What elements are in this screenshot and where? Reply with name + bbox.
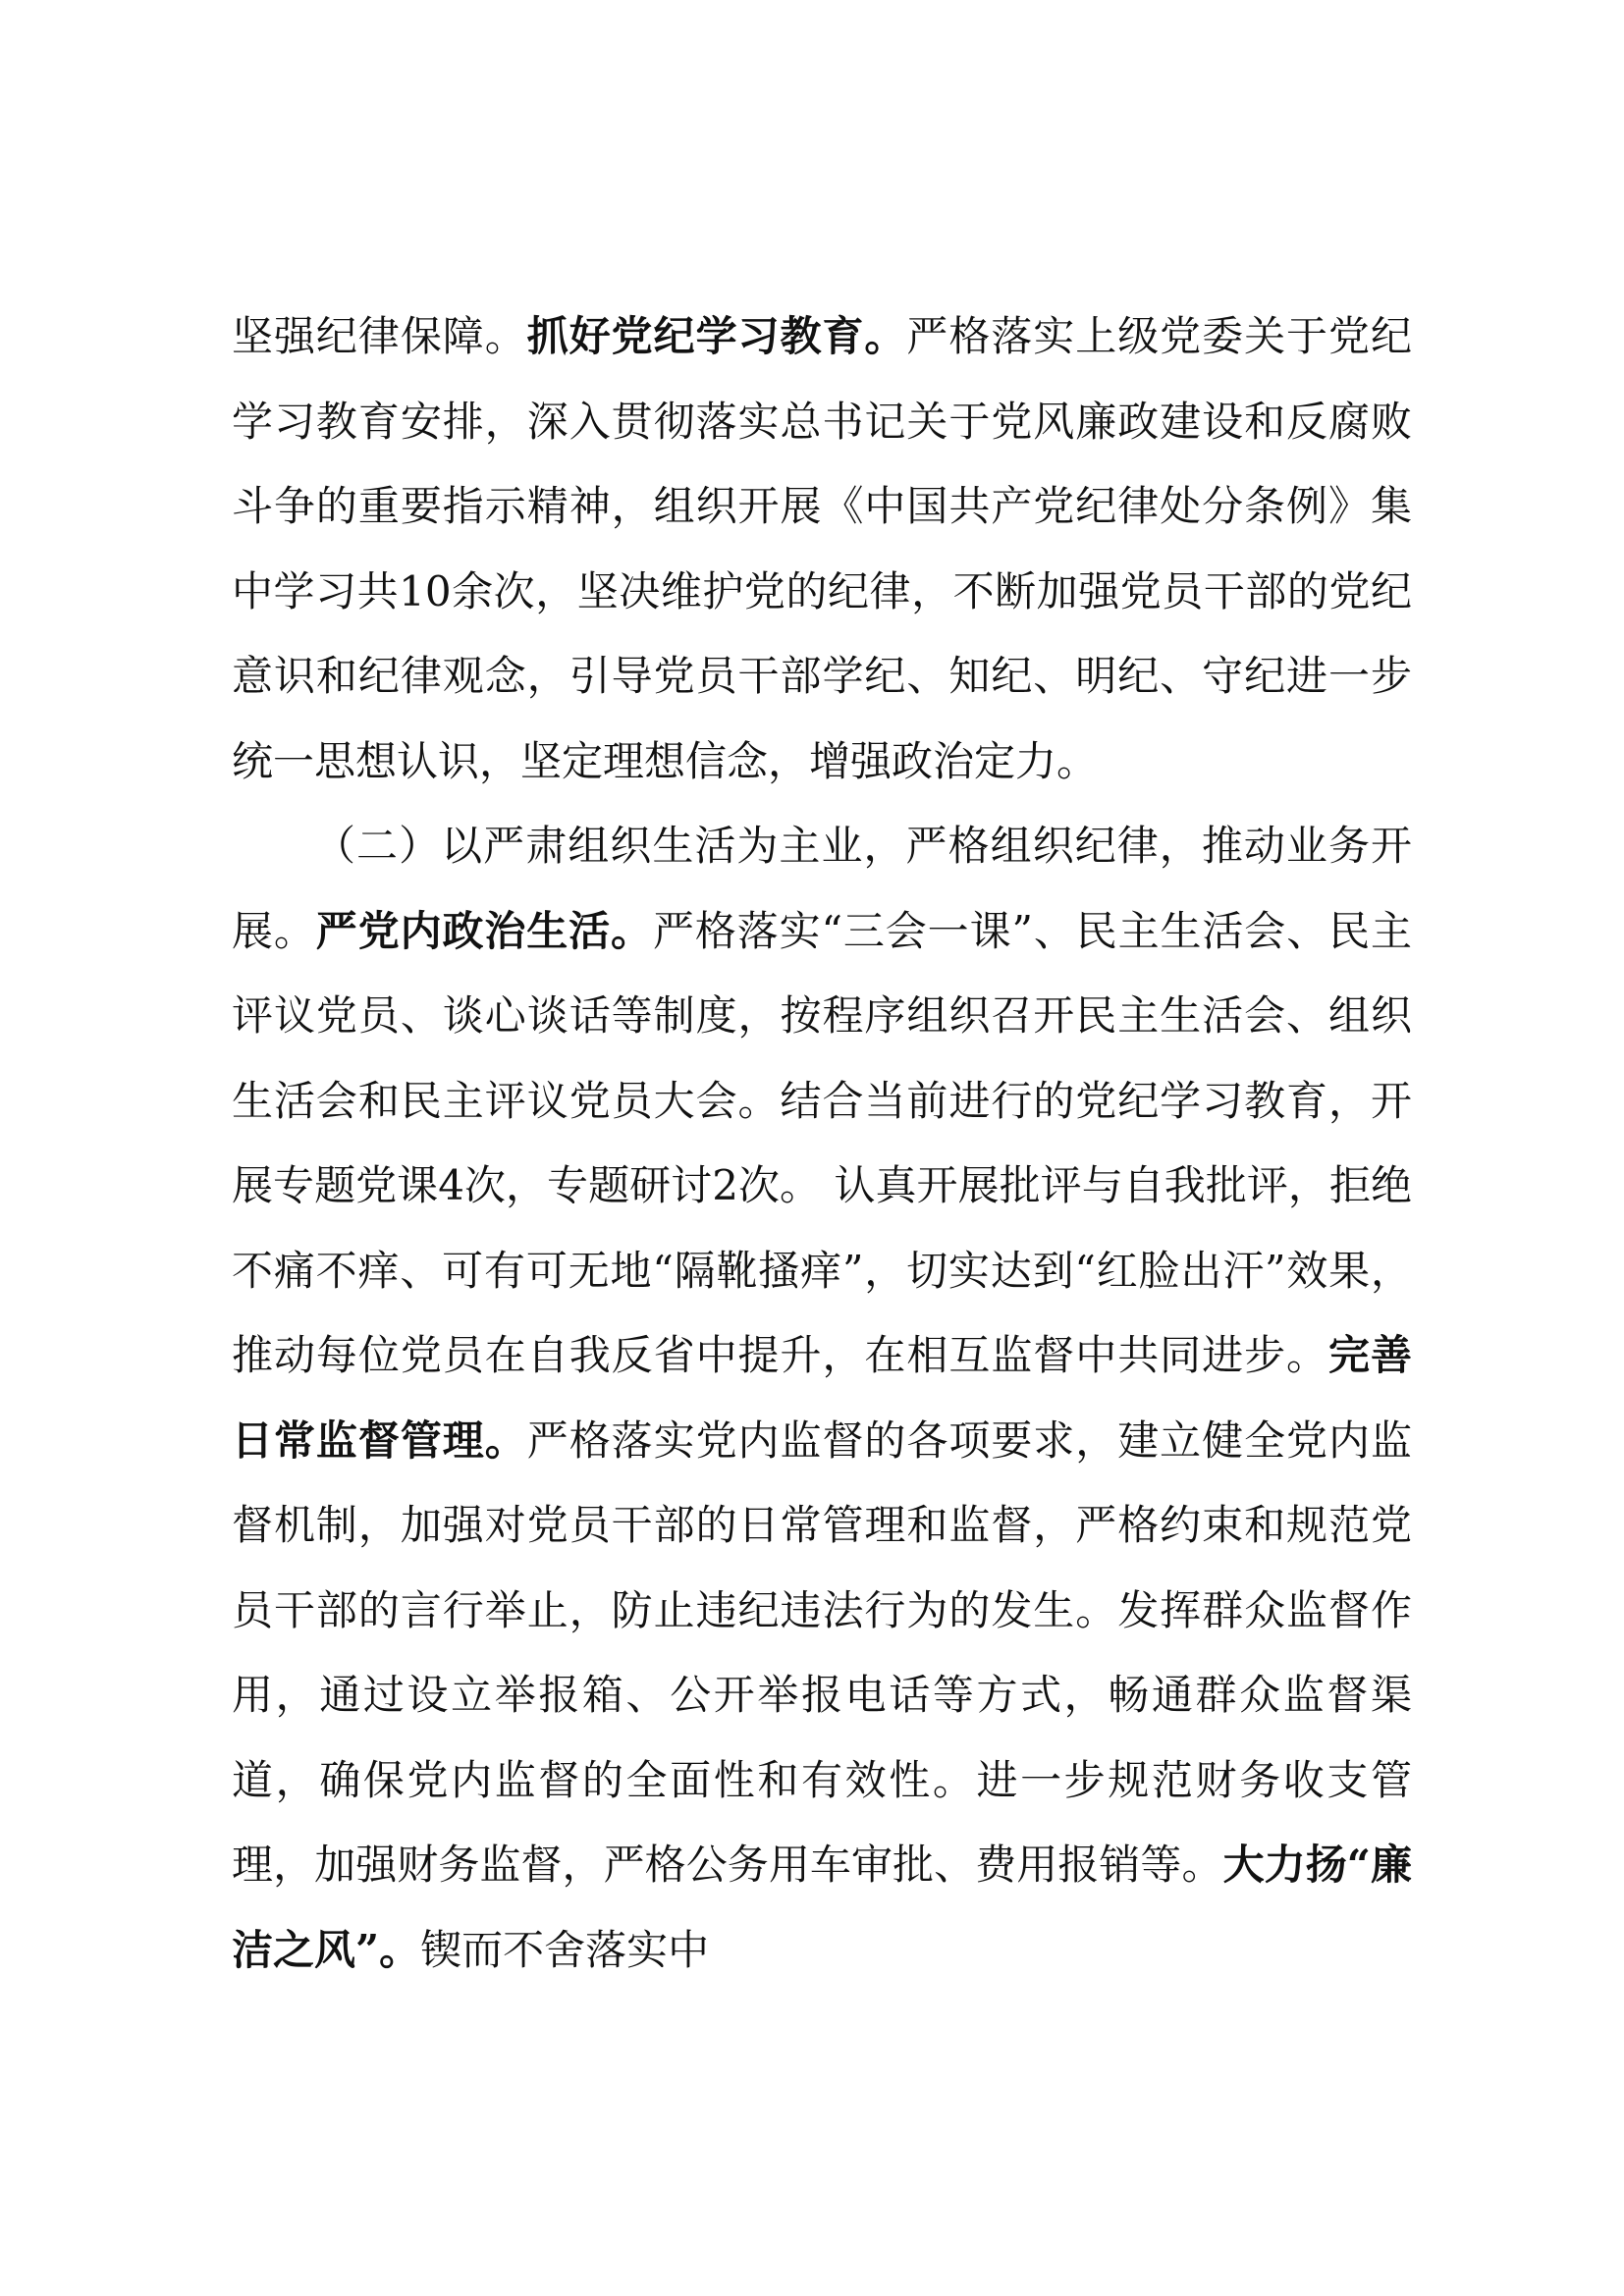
section-heading-2: （二）以严肃组织生活为主业，严格组织纪律，推动业务开展。 <box>232 822 1412 955</box>
paragraph-2-text: 锲而不舍落实中 <box>420 1925 710 1974</box>
paragraph-2 <box>232 804 1412 1993</box>
paragraph-1 <box>232 294 1412 804</box>
paragraph-1-text: 坚强纪律保障。 <box>232 312 527 360</box>
document-body <box>232 294 1412 1993</box>
paragraph-2-text: 严格落实“三会一课”、民主生活会、民主评议党员、谈心谈话等制度，按程序组织召开民主生活会、组织生活会和民主评议党员大会。结合当前进行的党纪学习教育，开展专题党课4次，专题研讨2次。 认真开展批评与自我批评，拒绝不痛不痒、可有可无地“隔靴搔痒”，切实达到“红脸出汗”效果，推动每位党员在自我反省中提升，在相互监督中共同进步。 <box>232 906 1412 1379</box>
heading-integrity: 大力扬“廉洁之风”。 <box>232 1841 1412 1974</box>
paragraph-2-text: 严格落实党内监督的各项要求，建立健全党内监督机制，加强对党员干部的日常管理和监督，严格约束和规范党员干部的言行举止，防止违纪违法行为的发生。发挥群众监督作用，通过设立举报箱、公开举报电话等方式，畅通群众监督渠道，确保党内监督的全面性和有效性。进一步规范财务收支管理，加强财务监督，严格公务用车审批、费用报销等。 <box>232 1415 1412 1889</box>
paragraph-1-text: 严格落实上级党委关于党纪学习教育安排，深入贯彻落实总书记关于党风廉政建设和反腐败斗争的重要指示精神，组织开展《中国共产党纪律处分条例》集中学习共10余次，坚决维护党的纪律，不断加强党员干部的党纪意识和纪律观念，引导党员干部学纪、知纪、明纪、守纪进一步统一思想认识，坚定理想信念，增强政治定力。 <box>232 312 1412 785</box>
heading-political-life: 严党内政治生活。 <box>315 906 653 955</box>
heading-daily-supervision: 完善日常监督管理。 <box>232 1331 1412 1465</box>
heading-party-discipline-education: 抓好党纪学习教育。 <box>526 312 907 360</box>
